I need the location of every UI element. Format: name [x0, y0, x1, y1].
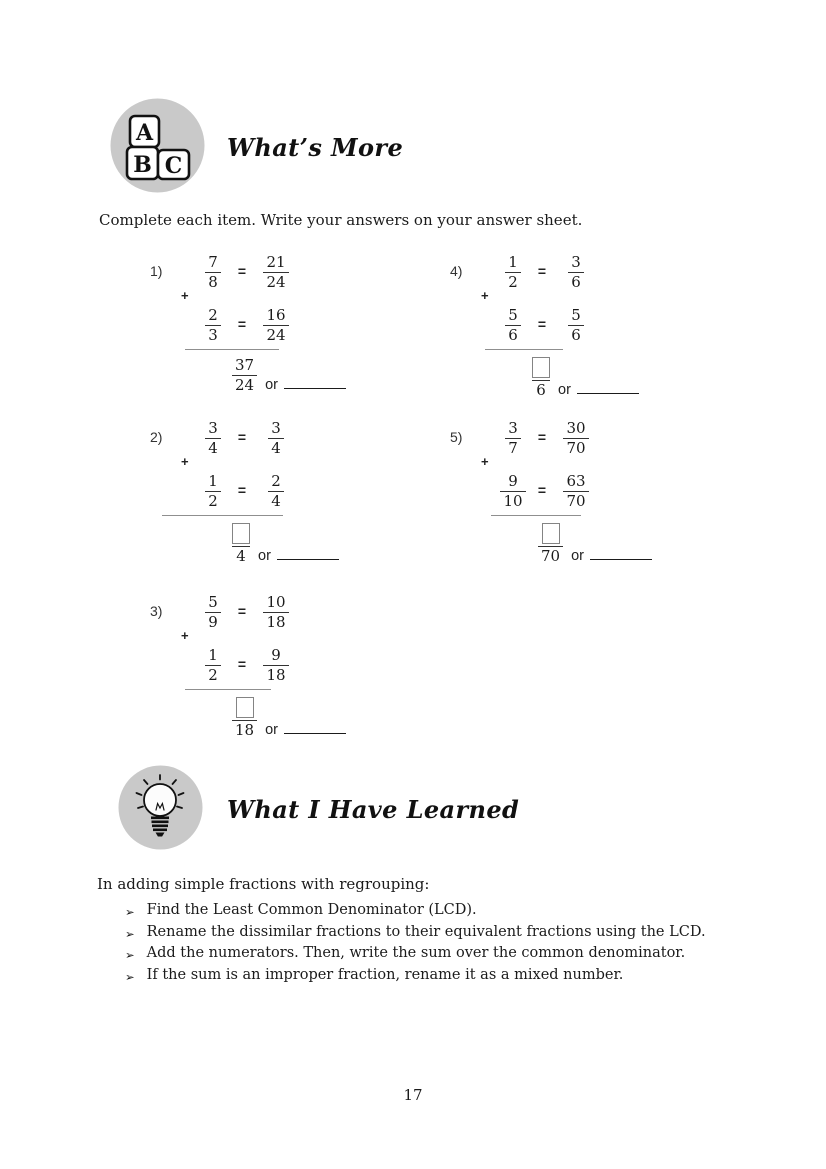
- bullet-text: Add the numerators. Then, write the sum over the common denominator.: [146, 945, 686, 961]
- arrow-bullet-icon: ➢: [125, 948, 135, 962]
- or-label: or: [265, 377, 278, 393]
- plus-sign: +: [181, 454, 189, 469]
- fraction-cell: [254, 473, 298, 510]
- fraction-numerator: 10: [266, 592, 286, 611]
- sum-line: [491, 515, 581, 516]
- fraction: [563, 420, 588, 457]
- fraction-denominator: 9: [208, 612, 218, 631]
- fraction-denominator: 6: [508, 325, 518, 344]
- fraction-numerator: 7: [208, 252, 218, 271]
- equals-sign: =: [237, 482, 247, 498]
- fraction: [505, 307, 521, 344]
- answer-denominator: 6: [536, 381, 546, 399]
- arrow-bullet-icon: ➢: [125, 905, 135, 919]
- answer-denominator: 18: [235, 721, 255, 739]
- equation-row: [496, 303, 639, 347]
- equation-row: [496, 469, 652, 513]
- fraction-denominator: 4: [271, 491, 281, 510]
- fraction-cell: [196, 473, 230, 510]
- fraction-denominator: 18: [266, 665, 286, 684]
- sum-line: [162, 515, 283, 516]
- answer-blank-line: [577, 393, 639, 394]
- equals-sign: =: [537, 482, 547, 498]
- fraction-denominator: 6: [571, 325, 581, 344]
- answer-fraction: [538, 523, 563, 565]
- fraction-denominator: 4: [271, 438, 281, 457]
- fraction-cell: [196, 307, 230, 344]
- fraction-cell: [196, 254, 230, 291]
- fraction-denominator: 24: [266, 272, 286, 291]
- fraction-denominator: 2: [508, 272, 518, 291]
- equals-sign: =: [537, 429, 547, 445]
- page-number: 17: [403, 1086, 423, 1104]
- bullet-item: [125, 902, 706, 921]
- fraction-denominator: 8: [208, 272, 218, 291]
- answer-box: [542, 523, 560, 544]
- fraction-numerator: 30: [566, 418, 586, 437]
- equation-row: [196, 643, 346, 687]
- fraction-numerator: 9: [271, 645, 281, 664]
- equals-sign: =: [237, 316, 247, 332]
- equals-sign: =: [537, 316, 547, 332]
- fraction-numerator: 21: [266, 252, 286, 271]
- or-label: or: [571, 548, 584, 564]
- section-title-what-i-have-learned: What I Have Learned: [227, 795, 520, 824]
- fraction: [500, 473, 525, 510]
- section-title-whats-more: What’s More: [227, 133, 404, 162]
- intro-text: In adding simple fractions with regrouping:: [97, 875, 430, 893]
- sum-line: [185, 349, 279, 350]
- fraction-cell: [254, 420, 298, 457]
- fraction: [205, 647, 221, 684]
- fraction-denominator: 10: [503, 491, 523, 510]
- bullet-item: [125, 924, 706, 943]
- answer-fraction: [232, 357, 257, 394]
- fraction-cell: [496, 307, 530, 344]
- fraction-denominator: 7: [508, 438, 518, 457]
- fraction-cell: [254, 254, 298, 291]
- equation-row: [196, 469, 339, 513]
- sum-line: [485, 349, 563, 350]
- answer-blank-line: [277, 559, 339, 560]
- fraction: [568, 307, 584, 344]
- fraction-numerator: 2: [208, 305, 218, 324]
- plus-sign: +: [181, 288, 189, 303]
- or-label: or: [258, 548, 271, 564]
- fraction-numerator: 3: [571, 252, 581, 271]
- fraction: [205, 420, 221, 457]
- problem-label: 4): [450, 263, 463, 279]
- svg-text:C: C: [164, 153, 183, 179]
- answer-blank-line: [590, 559, 652, 560]
- equation-stack: [181, 250, 346, 394]
- answer-row: [538, 523, 652, 565]
- fraction-denominator: 6: [571, 272, 581, 291]
- fraction-cell: [496, 254, 530, 291]
- fraction-numerator: 5: [208, 592, 218, 611]
- fraction-numerator: 3: [271, 418, 281, 437]
- fraction: [263, 307, 288, 344]
- plus-sign: +: [481, 454, 489, 469]
- fraction-denominator: 18: [266, 612, 286, 631]
- answer-box: [232, 523, 250, 544]
- fraction-cell: [196, 420, 230, 457]
- bullet-list: [125, 902, 706, 988]
- instruction-text: Complete each item. Write your answers on your answer sheet.: [99, 211, 583, 229]
- fraction-cell: [554, 473, 598, 510]
- fraction: [563, 473, 588, 510]
- answer-denominator: 4: [236, 547, 246, 565]
- fraction: [205, 254, 221, 291]
- fraction: [205, 473, 221, 510]
- fraction-cell: [254, 594, 298, 631]
- sum-line: [185, 689, 271, 690]
- fraction-numerator: 5: [571, 305, 581, 324]
- equation-stack: [181, 416, 339, 565]
- equals-sign: =: [537, 263, 547, 279]
- equation-row: [496, 250, 639, 294]
- abc-blocks-icon: [110, 98, 205, 193]
- fraction-denominator: 24: [266, 325, 286, 344]
- fraction: [263, 647, 288, 684]
- fraction-cell: [196, 594, 230, 631]
- equals-sign: =: [237, 603, 247, 619]
- fraction-cell: [254, 307, 298, 344]
- fraction: [505, 254, 521, 291]
- answer-denominator: 70: [541, 547, 561, 565]
- answer-fraction: [232, 523, 250, 565]
- problem-1: [150, 250, 346, 394]
- fraction-numerator: 2: [271, 471, 281, 490]
- fraction: [205, 307, 221, 344]
- problem-label: 2): [150, 429, 163, 445]
- fraction-denominator: 3: [208, 325, 218, 344]
- answer-row: [232, 357, 346, 394]
- fraction-cell: [196, 647, 230, 684]
- fraction: [263, 254, 288, 291]
- answer-row: [532, 357, 639, 399]
- svg-text:A: A: [135, 120, 154, 146]
- answer-numerator: 37: [235, 356, 255, 374]
- fraction-cell: [554, 307, 598, 344]
- fraction: [505, 420, 521, 457]
- equation-stack: [481, 250, 639, 399]
- equation-row: [496, 416, 652, 460]
- fraction-numerator: 3: [208, 418, 218, 437]
- arrow-bullet-icon: ➢: [125, 969, 135, 984]
- fraction-cell: [254, 647, 298, 684]
- fraction-cell: [496, 473, 530, 510]
- equation-row: [196, 590, 346, 634]
- equation-row: [196, 416, 339, 460]
- fraction-denominator: 4: [208, 438, 218, 457]
- equals-sign: =: [237, 429, 247, 445]
- answer-denominator: 24: [235, 376, 255, 394]
- fraction: [263, 594, 288, 631]
- answer-row: [232, 523, 339, 565]
- problem-label: 5): [450, 429, 463, 445]
- equation-row: [196, 303, 346, 347]
- answer-blank-line: [284, 733, 346, 734]
- fraction: [205, 594, 221, 631]
- answer-row: [232, 697, 346, 739]
- fraction-numerator: 9: [508, 471, 518, 490]
- fraction: [568, 254, 584, 291]
- bullet-text: Find the Least Common Denominator (LCD).: [146, 902, 477, 918]
- problem-2: [150, 416, 339, 565]
- problem-label: 1): [150, 263, 163, 279]
- problem-3: [150, 590, 346, 739]
- equation-stack: [481, 416, 652, 565]
- or-label: or: [558, 382, 571, 398]
- answer-fraction: [232, 697, 257, 739]
- arrow-bullet-icon: ➢: [125, 926, 135, 941]
- fraction-denominator: 2: [208, 665, 218, 684]
- fraction-numerator: 1: [208, 645, 218, 664]
- bullet-text: Rename the dissimilar fractions to their equivalent fractions using the LCD.: [146, 923, 706, 940]
- equals-sign: =: [237, 656, 247, 672]
- fraction-denominator: 70: [566, 438, 586, 457]
- fraction-numerator: 16: [266, 305, 286, 324]
- fraction-cell: [496, 420, 530, 457]
- equation-stack: [181, 590, 346, 739]
- fraction-cell: [554, 420, 598, 457]
- fraction: [268, 473, 284, 510]
- answer-blank-line: [284, 388, 346, 389]
- lightbulb-icon: [118, 765, 203, 850]
- fraction-cell: [554, 254, 598, 291]
- bullet-text: If the sum is an improper fraction, rename it as a mixed number.: [146, 966, 624, 983]
- fraction: [268, 420, 284, 457]
- equals-sign: =: [237, 263, 247, 279]
- problem-4: [450, 250, 639, 399]
- problem-label: 3): [150, 603, 163, 619]
- fraction-numerator: 5: [508, 305, 518, 324]
- plus-sign: +: [481, 288, 489, 303]
- fraction-numerator: 63: [566, 471, 586, 490]
- equation-row: [196, 250, 346, 294]
- or-label: or: [265, 722, 278, 738]
- fraction-numerator: 3: [508, 418, 518, 437]
- plus-sign: +: [181, 628, 189, 643]
- problem-5: [450, 416, 652, 565]
- answer-box: [532, 357, 550, 378]
- svg-text:B: B: [133, 152, 152, 178]
- fraction-denominator: 70: [566, 491, 586, 510]
- answer-box: [236, 697, 254, 718]
- fraction-numerator: 1: [508, 252, 518, 271]
- fraction-denominator: 2: [208, 491, 218, 510]
- bullet-item: [125, 967, 706, 986]
- answer-fraction: [532, 357, 550, 399]
- fraction-numerator: 1: [208, 471, 218, 490]
- bullet-item: [125, 945, 706, 964]
